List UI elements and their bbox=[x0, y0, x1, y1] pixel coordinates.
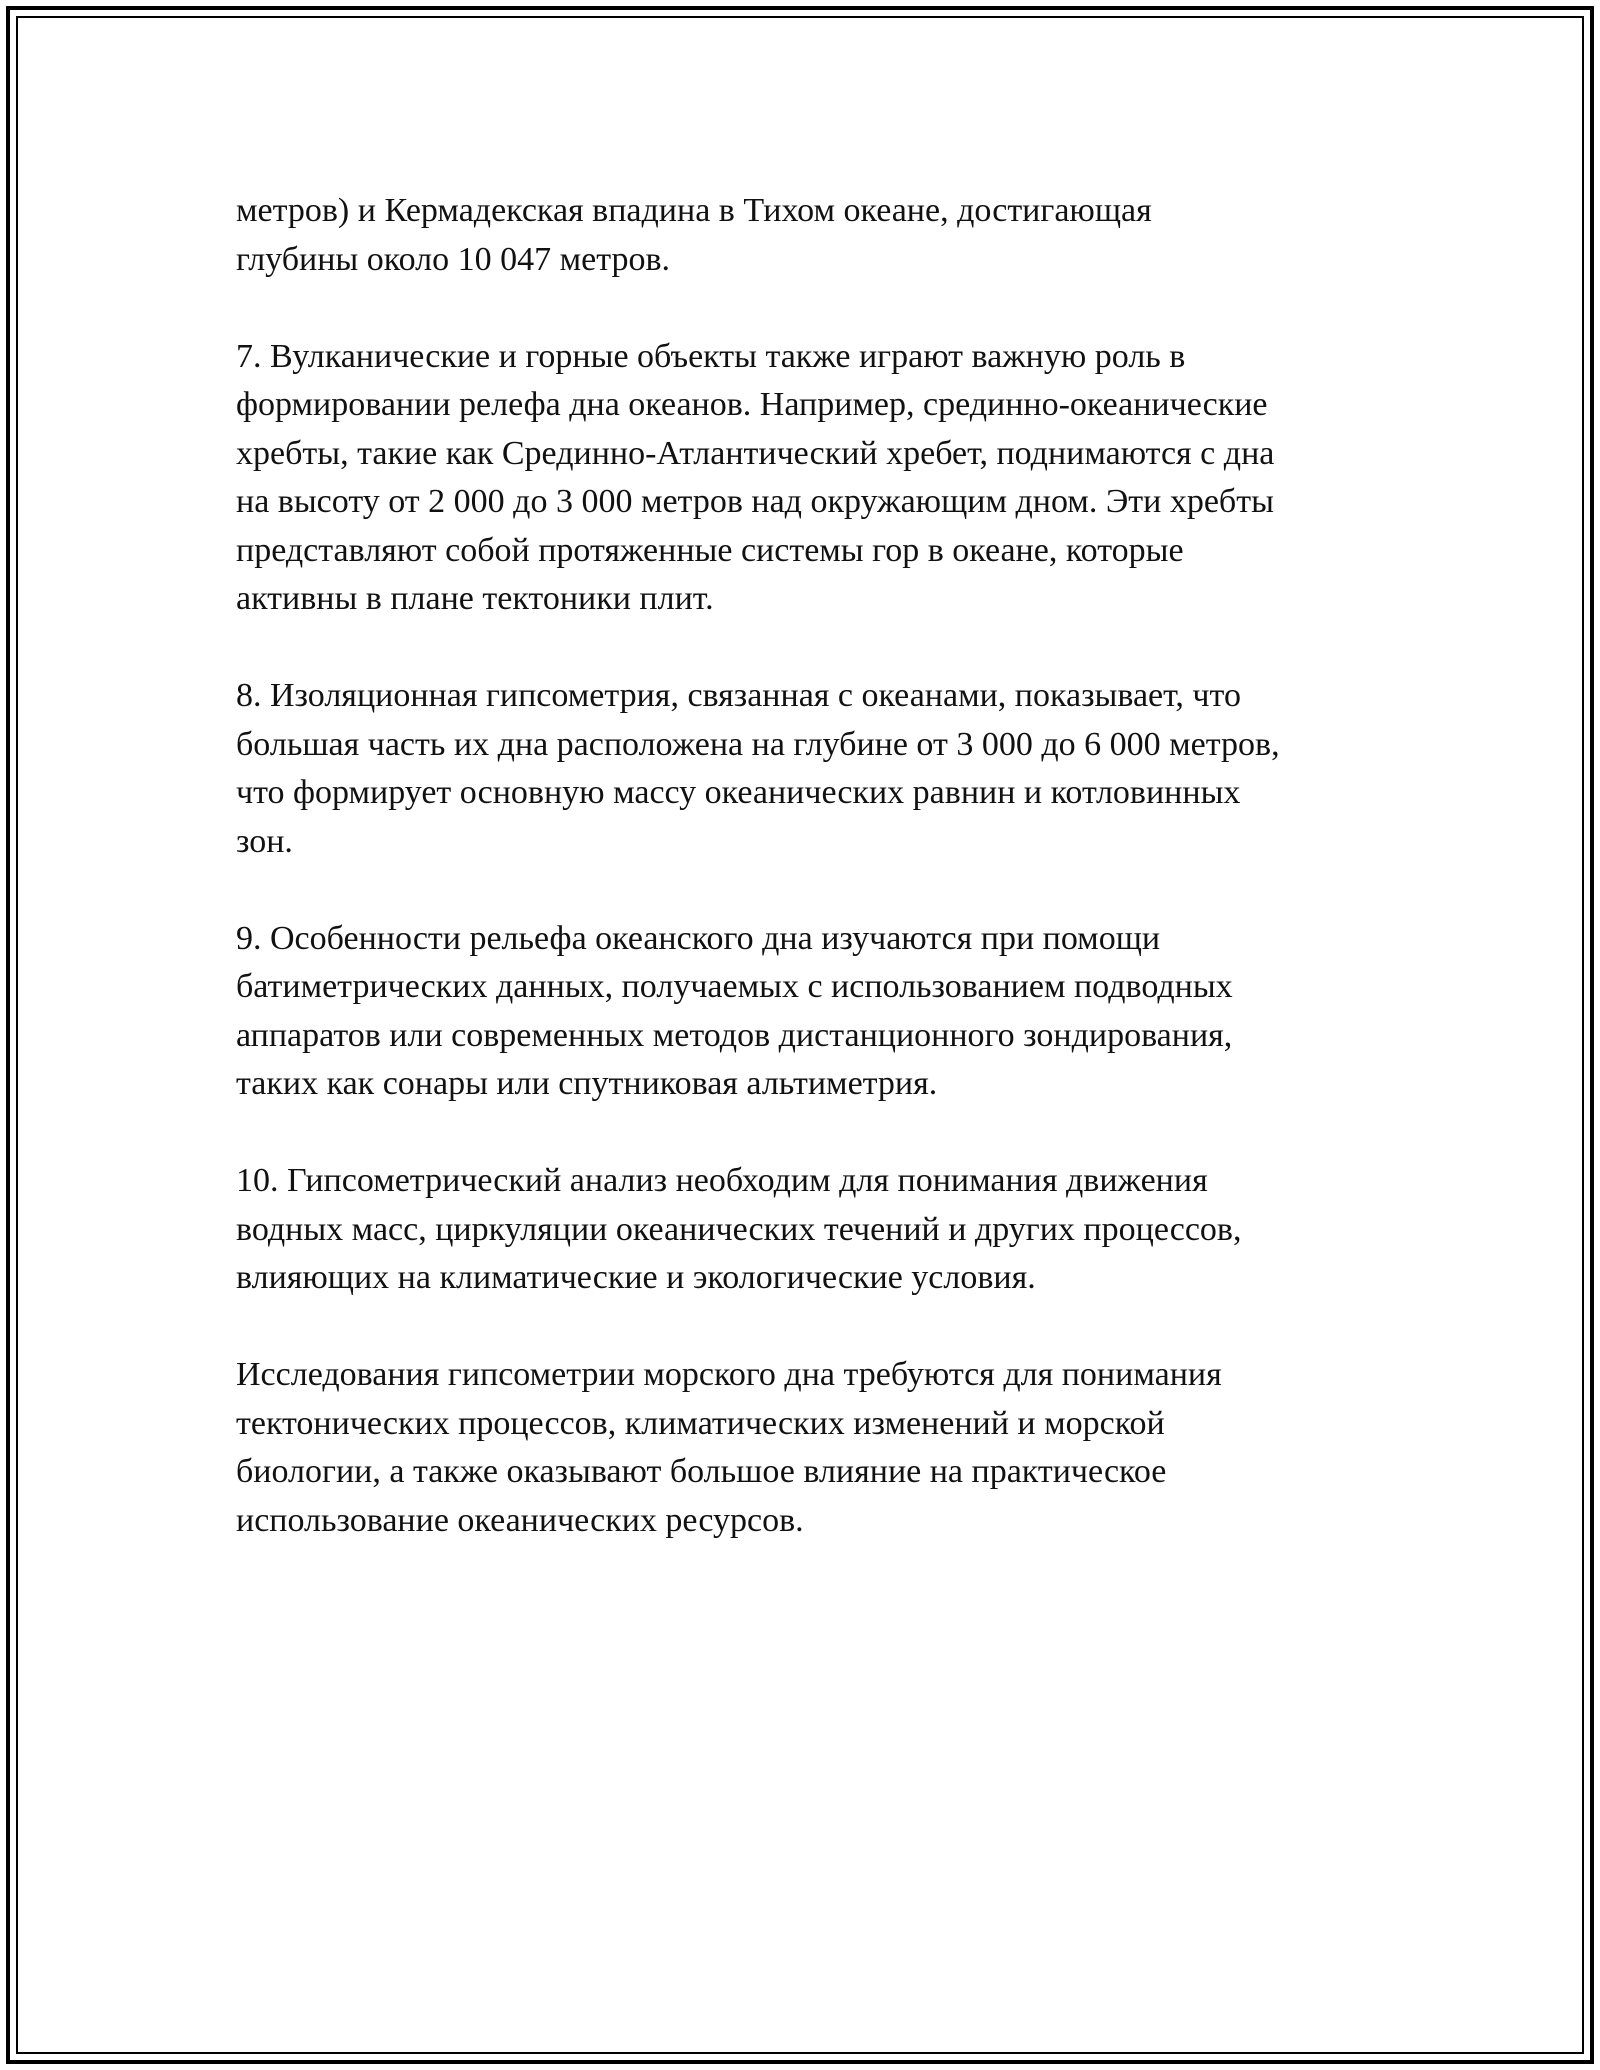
paragraph-8: 8. Изоляционная гипсометрия, связанная с океанами, показывает, что большая часть их дна расположена на глубине от 3 000 до 6 000 метров, что формирует основную массу океанических равнин и котловинных зон. bbox=[236, 677, 1280, 860]
paragraph-7: 7. Вулканические и горные объекты также играют важную роль в формировании релефа дна океанов. Например, срединно-океанические хребты, такие как Срединно-Атлантический хребет, поднимаются с дна на высоту от 2 000 до 3 000 метров над окружающим дном. Эти хребты представляют собой протяженные системы гор в океане, которые активны в плане тектоники плит. bbox=[236, 337, 1275, 617]
paragraph-10: 10. Гипсометрический анализ необходим для понимания движения водных масс, циркуляции океанических течений и других процессов, влияющих на климатические и экологические условия. bbox=[236, 1162, 1242, 1296]
document-body bbox=[236, 187, 1406, 1594]
paragraph-continuation: метров) и Кермадекская впадина в Тихом океане, достигающая глубины около 10 047 метров. bbox=[236, 192, 1152, 278]
paragraph-conclusion: Исследования гипсометрии морского дна требуются для понимания тектонических процессов, климатических изменений и морской биологии, а также оказывают большое влияние на практическое использование океанических ресурсов. bbox=[236, 1356, 1222, 1539]
paragraph-9: 9. Особенности рельефа океанского дна изучаются при помощи батиметрических данных, получаемых с использованием подводных аппаратов или современных методов дистанционного зондирования, таких как сонары или спутниковая альтиметрия. bbox=[236, 919, 1233, 1102]
